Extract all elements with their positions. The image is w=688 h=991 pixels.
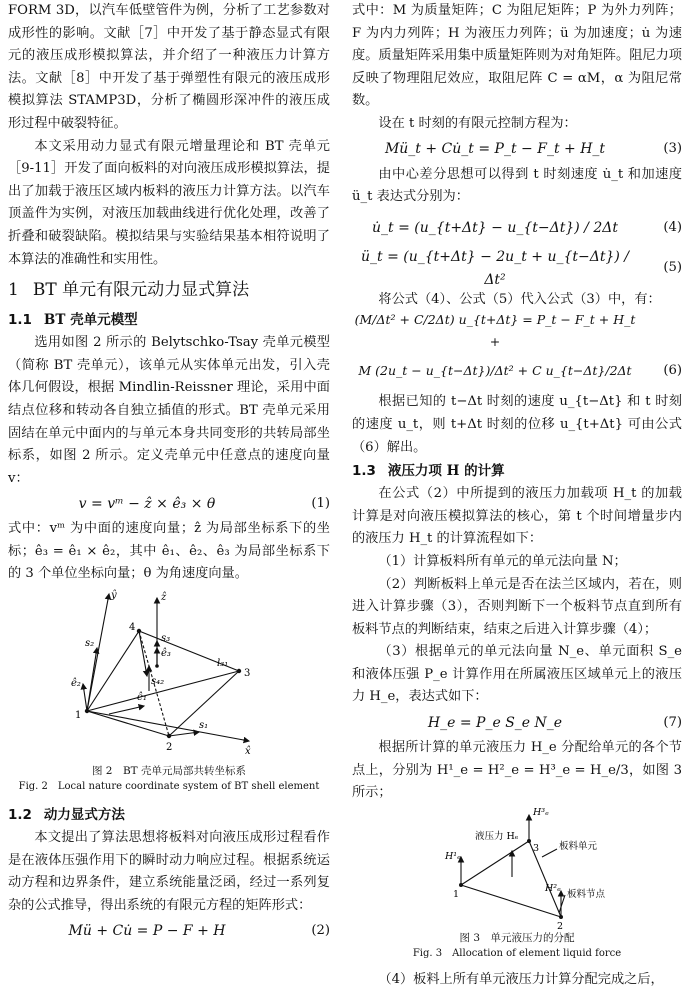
paragraph: 式中：vᵐ 为中面的速度向量；ẑ 为局部坐标系下的坐标；ê₃ = ê₁ × ê₂，其中 ê₁、ê₂、ê₃ 为局部坐标系下的 3 个单位坐标向量；θ 为角速度向量。 [8, 521, 330, 582]
equation [352, 709, 682, 737]
label-node-3: 3 [244, 668, 251, 680]
section-number: 1 [8, 280, 19, 301]
equation-body: Mü + Cu̇ = P − F + H [68, 923, 226, 940]
figure-3-caption-cn: 图 3 单元液压力的分配 [459, 931, 575, 944]
label-e3: ê₃ [161, 648, 171, 660]
label-x-hat: x̂ [245, 746, 251, 758]
step-item: （2）判断板料上单元是否在法兰区域内，若在，则进入计算步骤（3），否则判断下一个板料节点直到所有板料节点的判断结束，结束之后进入计算步骤（4）； [352, 576, 682, 637]
label-h1: H¹ₑ [445, 850, 461, 862]
node-3 [237, 669, 241, 673]
equation-number: (5) [663, 260, 682, 276]
equation-number: (7) [663, 714, 682, 730]
subsection-title: 动力显式方法 [43, 807, 125, 824]
vector-s2 [87, 648, 97, 711]
equation-number: (2) [311, 923, 330, 939]
equation-body: (M/Δt² + C/2Δt) u_{t+Δt} = P_t − F_t + H_t + [354, 311, 636, 350]
node-1 [85, 709, 89, 713]
label-node-2: 2 [166, 742, 173, 754]
label-h3: H³ₑ [533, 806, 549, 818]
paragraph: 由中心差分思想可以得到 t 时刻速度 u̇_t 和加速度 ü_t 表达式分别为： [352, 166, 682, 205]
label-l31: l₃₁ [217, 658, 229, 670]
figure-3-diagram [417, 805, 617, 931]
edge-1-3 [461, 841, 529, 885]
subsection-heading [352, 460, 682, 482]
equation [352, 249, 682, 289]
equation [352, 136, 682, 164]
node-4 [137, 629, 141, 633]
equation-number: (3) [663, 141, 682, 157]
equation [352, 209, 682, 249]
paragraph: 本文提出了算法思想将板料对向液压成形过程看作是在液体压强作用下的瞬时动力响应过程。根据系统运动方程和边界条件，建立系统能量泛函，经过一系列复杂的公式推导，得出系统的有限元方程的矩阵形式： [8, 830, 330, 913]
leader-node [559, 895, 565, 913]
node-2 [167, 734, 171, 738]
equation-body: M (2u_t − u_{t−Δt})/Δt² + C u_{t−Δt}/2Δt [358, 363, 632, 379]
subsection-heading [8, 804, 330, 826]
subsection-number: 1.1 [8, 312, 32, 329]
equation [8, 917, 330, 945]
step-item: （3）根据单元的单元法向量 N_e、单元面积 S_e 和液体压强 P_e 计算作用在所属液压区域单元上的液压力 H_e，表达式如下： [352, 644, 682, 705]
paragraph: FORM 3D，以汽车低壁管件为例，分析了工艺参数对成形性的影响。文献［7］中开发了基于静态显式有限元的液压成形模拟算法，并介绍了一种液压力计算方法。文献［8］中开发了基于弹塑性有限元的液压成形模拟算法 STAMP3D，分析了椭圆形深冲件的液压成形过程中破裂特征。 [8, 3, 330, 131]
subsection-title: 液压力项 H 的计算 [387, 463, 505, 480]
paragraph: 根据所计算的单元液压力 H_e 分配给单元的各个节点上，分别为 H¹_e = H²_e = H³_e = H_e/3，如图 3 所示； [352, 740, 682, 801]
equation-number: (4) [663, 220, 682, 236]
figure-2-caption-en: Fig. 2 Local nature coordinate system of BT shell element [18, 781, 320, 793]
label-e2: ê₂ [71, 678, 81, 690]
vector-s1 [169, 732, 199, 736]
leader-element [542, 849, 557, 857]
element-center [155, 664, 159, 668]
vector-e1 [109, 706, 144, 714]
equation [352, 351, 682, 391]
paragraph: 设在 t 时刻的有限元控制方程为： [378, 115, 577, 131]
label-node-3: 3 [533, 842, 540, 854]
subsection-title: BT 壳单元模型 [43, 312, 138, 329]
equation-number: (1) [311, 495, 330, 511]
figure-2-caption-cn: 图 2 BT 壳单元局部共转坐标系 [91, 765, 247, 778]
equation-body: v = vᵐ − ẑ × ê₃ × θ [78, 495, 216, 512]
label-node-4: 4 [129, 622, 136, 634]
subsection-number: 1.3 [352, 463, 376, 480]
section-heading [8, 277, 330, 303]
section-title: BT 单元有限元动力显式算法 [32, 280, 250, 301]
paragraph: 式中：M 为质量矩阵；C 为阻尼矩阵；P 为外力列阵；F 为内力列阵；H 为液压力列阵；ü 为加速度；u̇ 为速度。质量矩阵采用集中质量矩阵则为对角矩阵。阻尼力项反映了物理阻尼效应，取阻尼阵 C = αM，α 为阻尼常数。 [352, 3, 682, 109]
subsection-number: 1.2 [8, 807, 32, 824]
subsection-heading [8, 309, 330, 331]
figure-3-caption-en: Fig. 3 Allocation of element liquid force [412, 947, 622, 959]
label-s42: s₄₂ [151, 676, 165, 688]
label-s1: s₁ [199, 720, 209, 732]
vector-s42 [139, 631, 147, 676]
label-node-2: 2 [557, 920, 564, 931]
paragraph: 根据已知的 t−Δt 时刻的速度 u_{t−Δt} 和 t 时刻的速度 u_t，则 t+Δt 时刻的位移 u_{t+Δt} 可由公式（6）解出。 [352, 394, 682, 455]
paragraph: 本文采用动力显式有限元增量理论和 BT 壳单元［9-11］开发了面向板料的对向液压成形模拟算法，提出了加载于液压区域内板料的液压力计算方法。以汽车顶盖件为实例，对液压加载曲线进行优化处理，改善了折叠和破裂缺陷。模拟结果与实验结果基本相符说明了本算法的准确性和实用性。 [8, 138, 330, 267]
step-item: （4）板料上所有单元液压力计算分配完成之后， [378, 971, 664, 987]
equation-body: Mü_t + Cu̇_t = P_t − F_t + H_t [384, 141, 606, 158]
equation [352, 311, 682, 351]
label-force: 液压力 Hₑ [475, 830, 519, 842]
equation-body: u̇_t = (u_{t+Δt} − u_{t−Δt}) / 2Δt [372, 220, 618, 237]
equation-body: ü_t = (u_{t+Δt} − 2u_t + u_{t−Δt}) / Δt² [360, 249, 630, 288]
paragraph: 将公式（4）、公式（5）代入公式（3）中，有： [378, 291, 661, 307]
label-element: 板料单元 [559, 840, 598, 852]
step-item: （1）计算板料所有单元的单元法向量 N； [378, 553, 627, 569]
label-s3: s₃ [161, 633, 171, 645]
paragraph: 选用如图 2 所示的 Belytschko-Tsay 壳单元模型（简称 BT 壳单元），该单元从实体单元出发，引入壳体几何假设，根据 Mindlin-Reissner 理论，采用中面结点位移和转动各自独立插值的形式。BT 壳单元采用固结在单元中面内的与单元本身共同变形的共转局部坐标系，如图 2 所示。定义壳单元中任意点的速度向量 v： [8, 335, 330, 486]
vector-e2 [83, 684, 87, 711]
right-column [352, 0, 682, 991]
label-z-hat: ẑ [161, 592, 167, 604]
label-node: 板料节点 [567, 888, 606, 900]
equation-number: (6) [663, 363, 682, 379]
label-h2: H²ₑ [545, 882, 561, 894]
label-e1: ê₁ [137, 692, 147, 704]
label-y-hat: ŷ [111, 590, 117, 602]
left-column [8, 0, 330, 945]
node-3 [527, 839, 531, 843]
label-s2: s₂ [85, 638, 95, 650]
equation [8, 490, 330, 518]
figure-2-diagram [49, 586, 289, 764]
label-node-1: 1 [453, 888, 460, 900]
equation-body: H_e = P_e S_e N_e [427, 714, 563, 731]
paragraph: 在公式（2）中所提到的液压力加载项 H_t 的加载计算是对向液压模拟算法的核心，第 t 个时间增量步内的液压力 H_t 的计算流程如下： [352, 486, 682, 547]
node-1 [459, 883, 463, 887]
label-node-1: 1 [75, 710, 82, 722]
node-2 [559, 915, 563, 919]
